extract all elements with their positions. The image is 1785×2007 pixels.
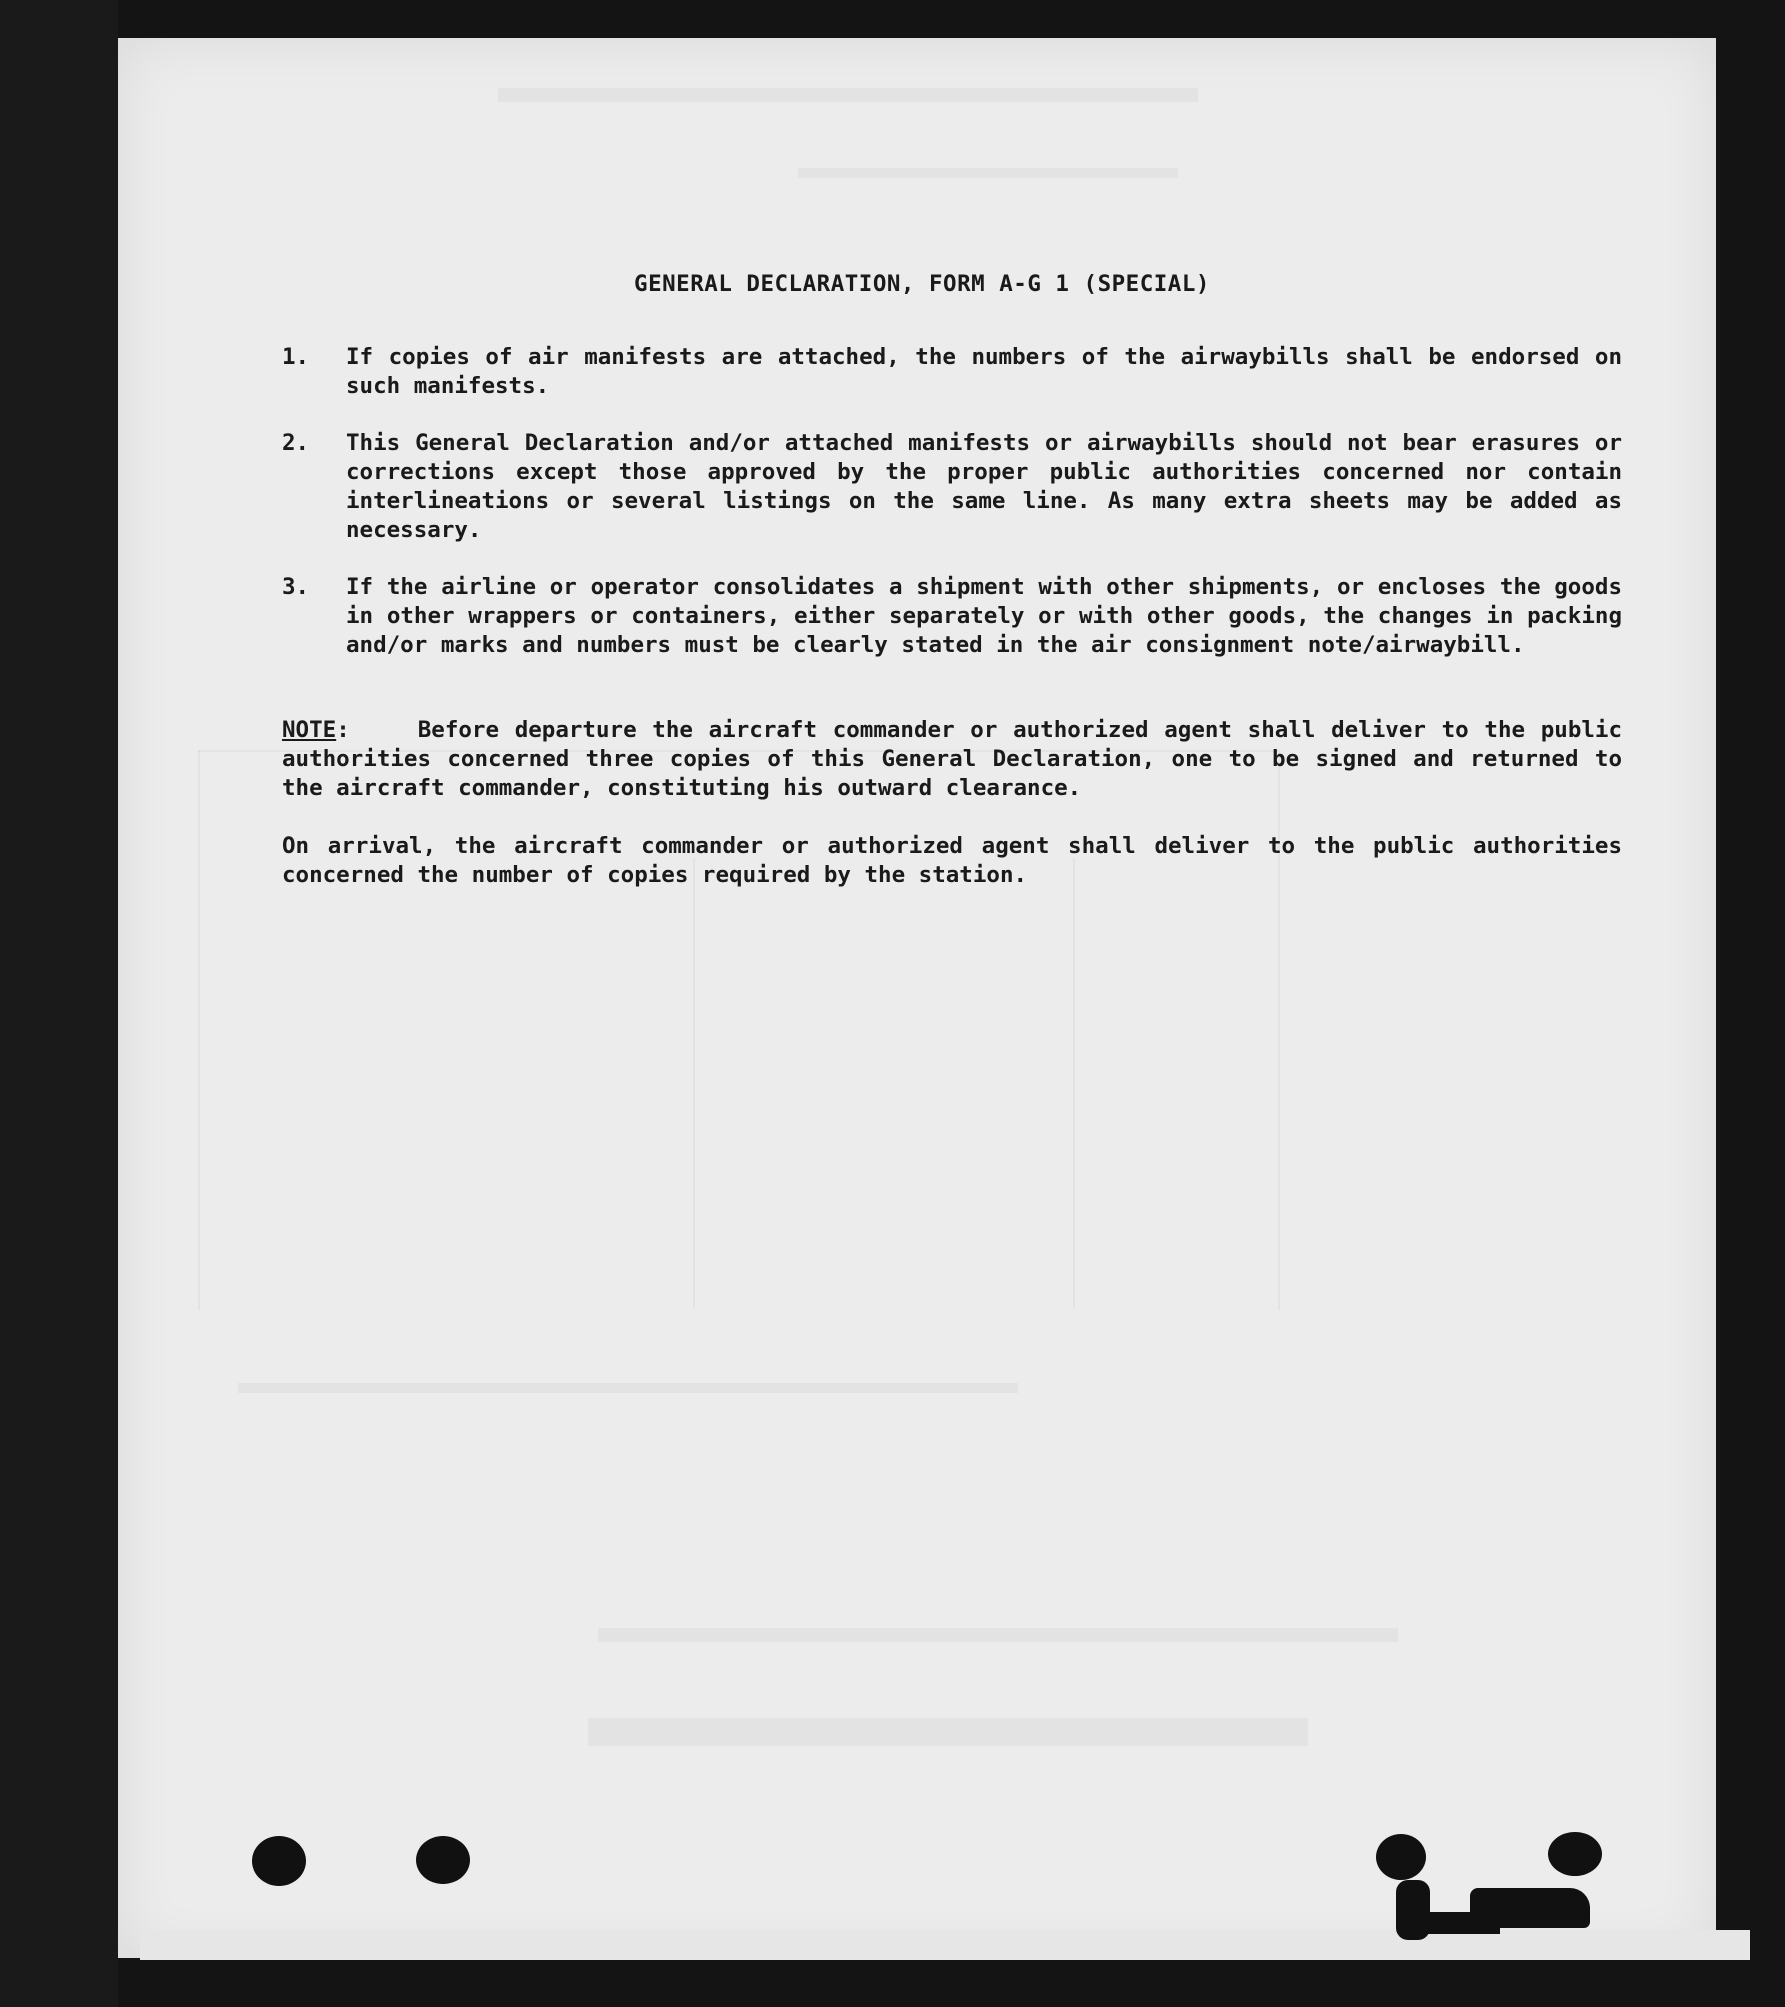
page-edge: [140, 1930, 1750, 1960]
arrival-paragraph: On arrival, the aircraft commander or authorized agent shall deliver to the public authorities concerned the number of copies required by the station.: [282, 833, 1622, 888]
note-paragraph: [282, 716, 1622, 803]
punch-hole: [1376, 1834, 1426, 1880]
list-item: [282, 573, 1622, 660]
item-number: 2.: [282, 430, 310, 456]
note-text: Before departure the aircraft commander or authorized agent shall deliver to the public authorities concerned three copies of this General Declaration, one to be signed and returned to the aircraft commander, constituting his outward clearance.: [282, 717, 1622, 801]
item-number: 3.: [282, 574, 310, 600]
punch-hole: [252, 1836, 306, 1886]
ink-blot: [1420, 1912, 1500, 1934]
list-item: [282, 429, 1622, 545]
list-item: [282, 343, 1622, 401]
document-content: [282, 270, 1622, 890]
note-colon: :: [336, 717, 350, 743]
item-text: If copies of air manifests are attached, the numbers of the airwaybills shall be endorsed on such manifests.: [346, 344, 1622, 399]
punch-hole: [1548, 1832, 1602, 1876]
note-label: NOTE: [282, 717, 337, 743]
item-text: If the airline or operator consolidates a shipment with other shipments, or encloses the goods in other wrappers or containers, either separately or with other goods, the changes in packing and/or marks and numbers must be clearly stated in the air consignment note/airwaybill.: [346, 574, 1622, 658]
item-number: 1.: [282, 344, 310, 370]
punch-hole: [416, 1836, 470, 1884]
film-border: [0, 0, 118, 2007]
item-text: This General Declaration and/or attached manifests or airwaybills should not bear erasures or corrections except those approved by the proper public authorities concerned nor contain interlineations or several listings on the same line. As many extra sheets may be added as necessary.: [346, 430, 1622, 543]
document-title: GENERAL DECLARATION, FORM A-G 1 (SPECIAL): [634, 271, 1210, 297]
